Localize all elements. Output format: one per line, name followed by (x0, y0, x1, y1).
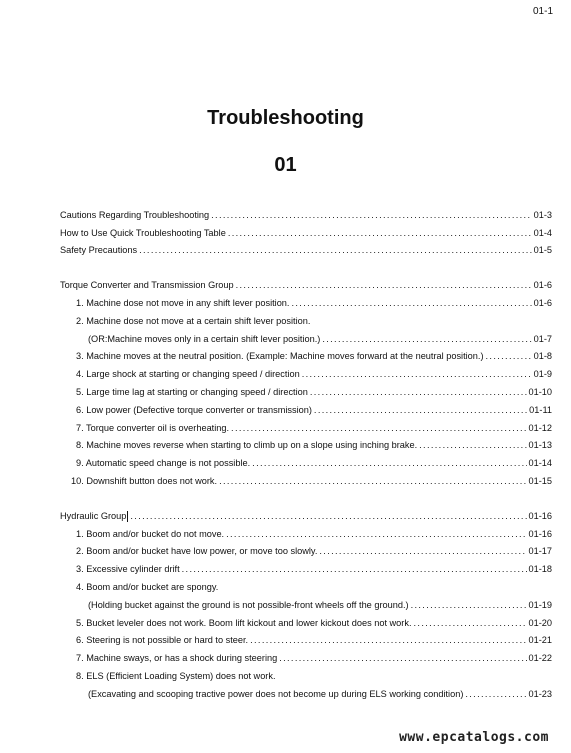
toc-leader (211, 209, 531, 221)
toc-entry-cautions[interactable] (60, 203, 552, 221)
toc-leader (302, 368, 532, 380)
toc-label: 2. Machine dose not move at a certain shift lever position. (76, 315, 311, 326)
toc-leader (250, 634, 526, 646)
toc-entry[interactable] (60, 380, 552, 398)
toc-label: Safety Precautions (60, 245, 138, 256)
toc-page: 01-5 (533, 245, 552, 256)
toc-leader (465, 688, 526, 700)
toc-leader (252, 457, 526, 469)
toc-label: 7. Machine sways, or has a shock during steering (76, 653, 278, 664)
toc-page: 01-7 (533, 333, 552, 344)
toc-label: How to Use Quick Troubleshooting Table (60, 227, 226, 238)
toc-entry-continued[interactable] (60, 682, 552, 700)
toc-label: 6. Steering is not possible or hard to steer. (76, 635, 249, 646)
spacer (60, 487, 552, 504)
toc-page: 01-11 (529, 404, 552, 415)
toc-entry-safety[interactable] (60, 239, 552, 257)
toc-leader (219, 475, 526, 487)
toc-label: 4. Boom and/or bucket are spongy. (76, 581, 219, 592)
toc-entry[interactable] (60, 646, 552, 664)
toc-leader (486, 350, 532, 362)
toc-entry[interactable] (60, 575, 552, 593)
toc-leader (291, 297, 531, 309)
toc-leader (414, 617, 527, 629)
toc-entry[interactable] (60, 629, 552, 647)
toc-label: 5. Large time lag at starting or changing speed / direction (76, 386, 308, 397)
toc-leader (226, 528, 526, 540)
toc-page: 01-21 (528, 635, 552, 646)
toc-page: 01-3 (533, 209, 552, 220)
toc-label: 6. Low power (Defective torque converter or transmission) (76, 404, 312, 415)
toc-group-torque[interactable] (60, 273, 552, 291)
toc-entry[interactable] (60, 557, 552, 575)
toc-page: 01-12 (528, 422, 552, 433)
toc-label: (OR:Machine moves only in a certain shift lever position.) (88, 333, 321, 344)
toc-leader (139, 244, 531, 256)
toc-label: 3. Machine moves at the neutral position. (Example: Machine moves forward at the neutral position.) (76, 351, 484, 362)
toc-entry[interactable] (60, 469, 552, 487)
toc-leader (279, 652, 526, 664)
toc-label: 3. Excessive cylinder drift (76, 564, 180, 575)
toc-leader (236, 279, 532, 291)
toc-page: 01-17 (528, 546, 552, 557)
toc-entry[interactable] (60, 664, 552, 682)
toc-entry[interactable] (60, 309, 552, 327)
toc-leader (310, 386, 527, 398)
toc-entry[interactable] (60, 540, 552, 558)
toc-page: 01-6 (533, 297, 552, 308)
table-of-contents (60, 203, 552, 700)
toc-leader (419, 439, 526, 451)
toc-leader (182, 563, 527, 575)
toc-entry-continued[interactable] (60, 327, 552, 345)
toc-leader (314, 404, 527, 416)
toc-leader (411, 599, 527, 611)
page-title: Troubleshooting (207, 107, 364, 129)
toc-page: 01-10 (528, 386, 552, 397)
toc-label: Cautions Regarding Troubleshooting (60, 209, 210, 220)
toc-label: 5. Bucket leveler does not work. Boom lift kickout and lower kickout does not work. (76, 617, 412, 628)
toc-label: 7. Torque converter oil is overheating. (76, 422, 230, 433)
page-number: 01-1 (532, 6, 553, 17)
toc-leader (130, 510, 526, 522)
toc-leader (228, 227, 532, 239)
toc-page: 01-19 (528, 599, 552, 610)
toc-entry[interactable] (60, 611, 552, 629)
toc-label: Torque Converter and Transmission Group (60, 280, 234, 291)
chapter-number: 01 (274, 154, 297, 176)
toc-label: (Excavating and scooping tractive power does not become up during ELS working condition) (88, 688, 464, 699)
toc-label: 1. Machine dose not move in any shift lever position. (76, 297, 290, 308)
toc-label: 9. Automatic speed change is not possible. (76, 458, 251, 469)
toc-leader (322, 333, 531, 345)
toc-entry[interactable] (60, 291, 552, 309)
toc-label: 1. Boom and/or bucket do not move. (76, 528, 225, 539)
toc-page: 01-16 (528, 528, 552, 539)
toc-label: (Holding bucket against the ground is not possible-front wheels off the ground.) (88, 599, 409, 610)
toc-entry[interactable] (60, 451, 552, 469)
toc-page: 01-16 (528, 510, 552, 521)
toc-page: 01-15 (528, 475, 552, 486)
toc-page: 01-22 (528, 653, 552, 664)
toc-page: 01-18 (528, 564, 552, 575)
toc-entry[interactable] (60, 522, 552, 540)
toc-label: 2. Boom and/or bucket have low power, or move too slowly. (76, 546, 318, 557)
toc-page: 01-8 (533, 351, 552, 362)
text-cursor (127, 511, 128, 522)
toc-entry[interactable] (60, 434, 552, 452)
toc-group-hydraulic[interactable] (60, 504, 552, 522)
toc-page: 01-23 (528, 688, 552, 699)
toc-page: 01-14 (528, 458, 552, 469)
toc-entry[interactable] (60, 345, 552, 363)
toc-label: 4. Large shock at starting or changing speed / direction (76, 369, 300, 380)
spacer (60, 256, 552, 273)
toc-label: 8. Machine moves reverse when starting to climb up on a slope using inching brake. (76, 440, 418, 451)
toc-entry-continued[interactable] (60, 593, 552, 611)
toc-page: 01-4 (533, 227, 552, 238)
toc-entry[interactable] (60, 362, 552, 380)
toc-entry[interactable] (60, 416, 552, 434)
toc-leader (319, 545, 526, 557)
toc-label: 8. ELS (Efficient Loading System) does not work. (76, 670, 276, 681)
toc-label: 10. Downshift button does not work. (71, 475, 218, 486)
toc-label: Hydraulic Group (60, 510, 127, 521)
toc-page: 01-9 (533, 369, 552, 380)
toc-leader (231, 422, 526, 434)
toc-page: 01-6 (533, 280, 552, 291)
watermark: www.epcatalogs.com (399, 730, 549, 745)
toc-entry[interactable] (60, 398, 552, 416)
toc-page: 01-13 (528, 440, 552, 451)
toc-page: 01-20 (528, 617, 552, 628)
toc-entry-quick-table[interactable] (60, 221, 552, 239)
